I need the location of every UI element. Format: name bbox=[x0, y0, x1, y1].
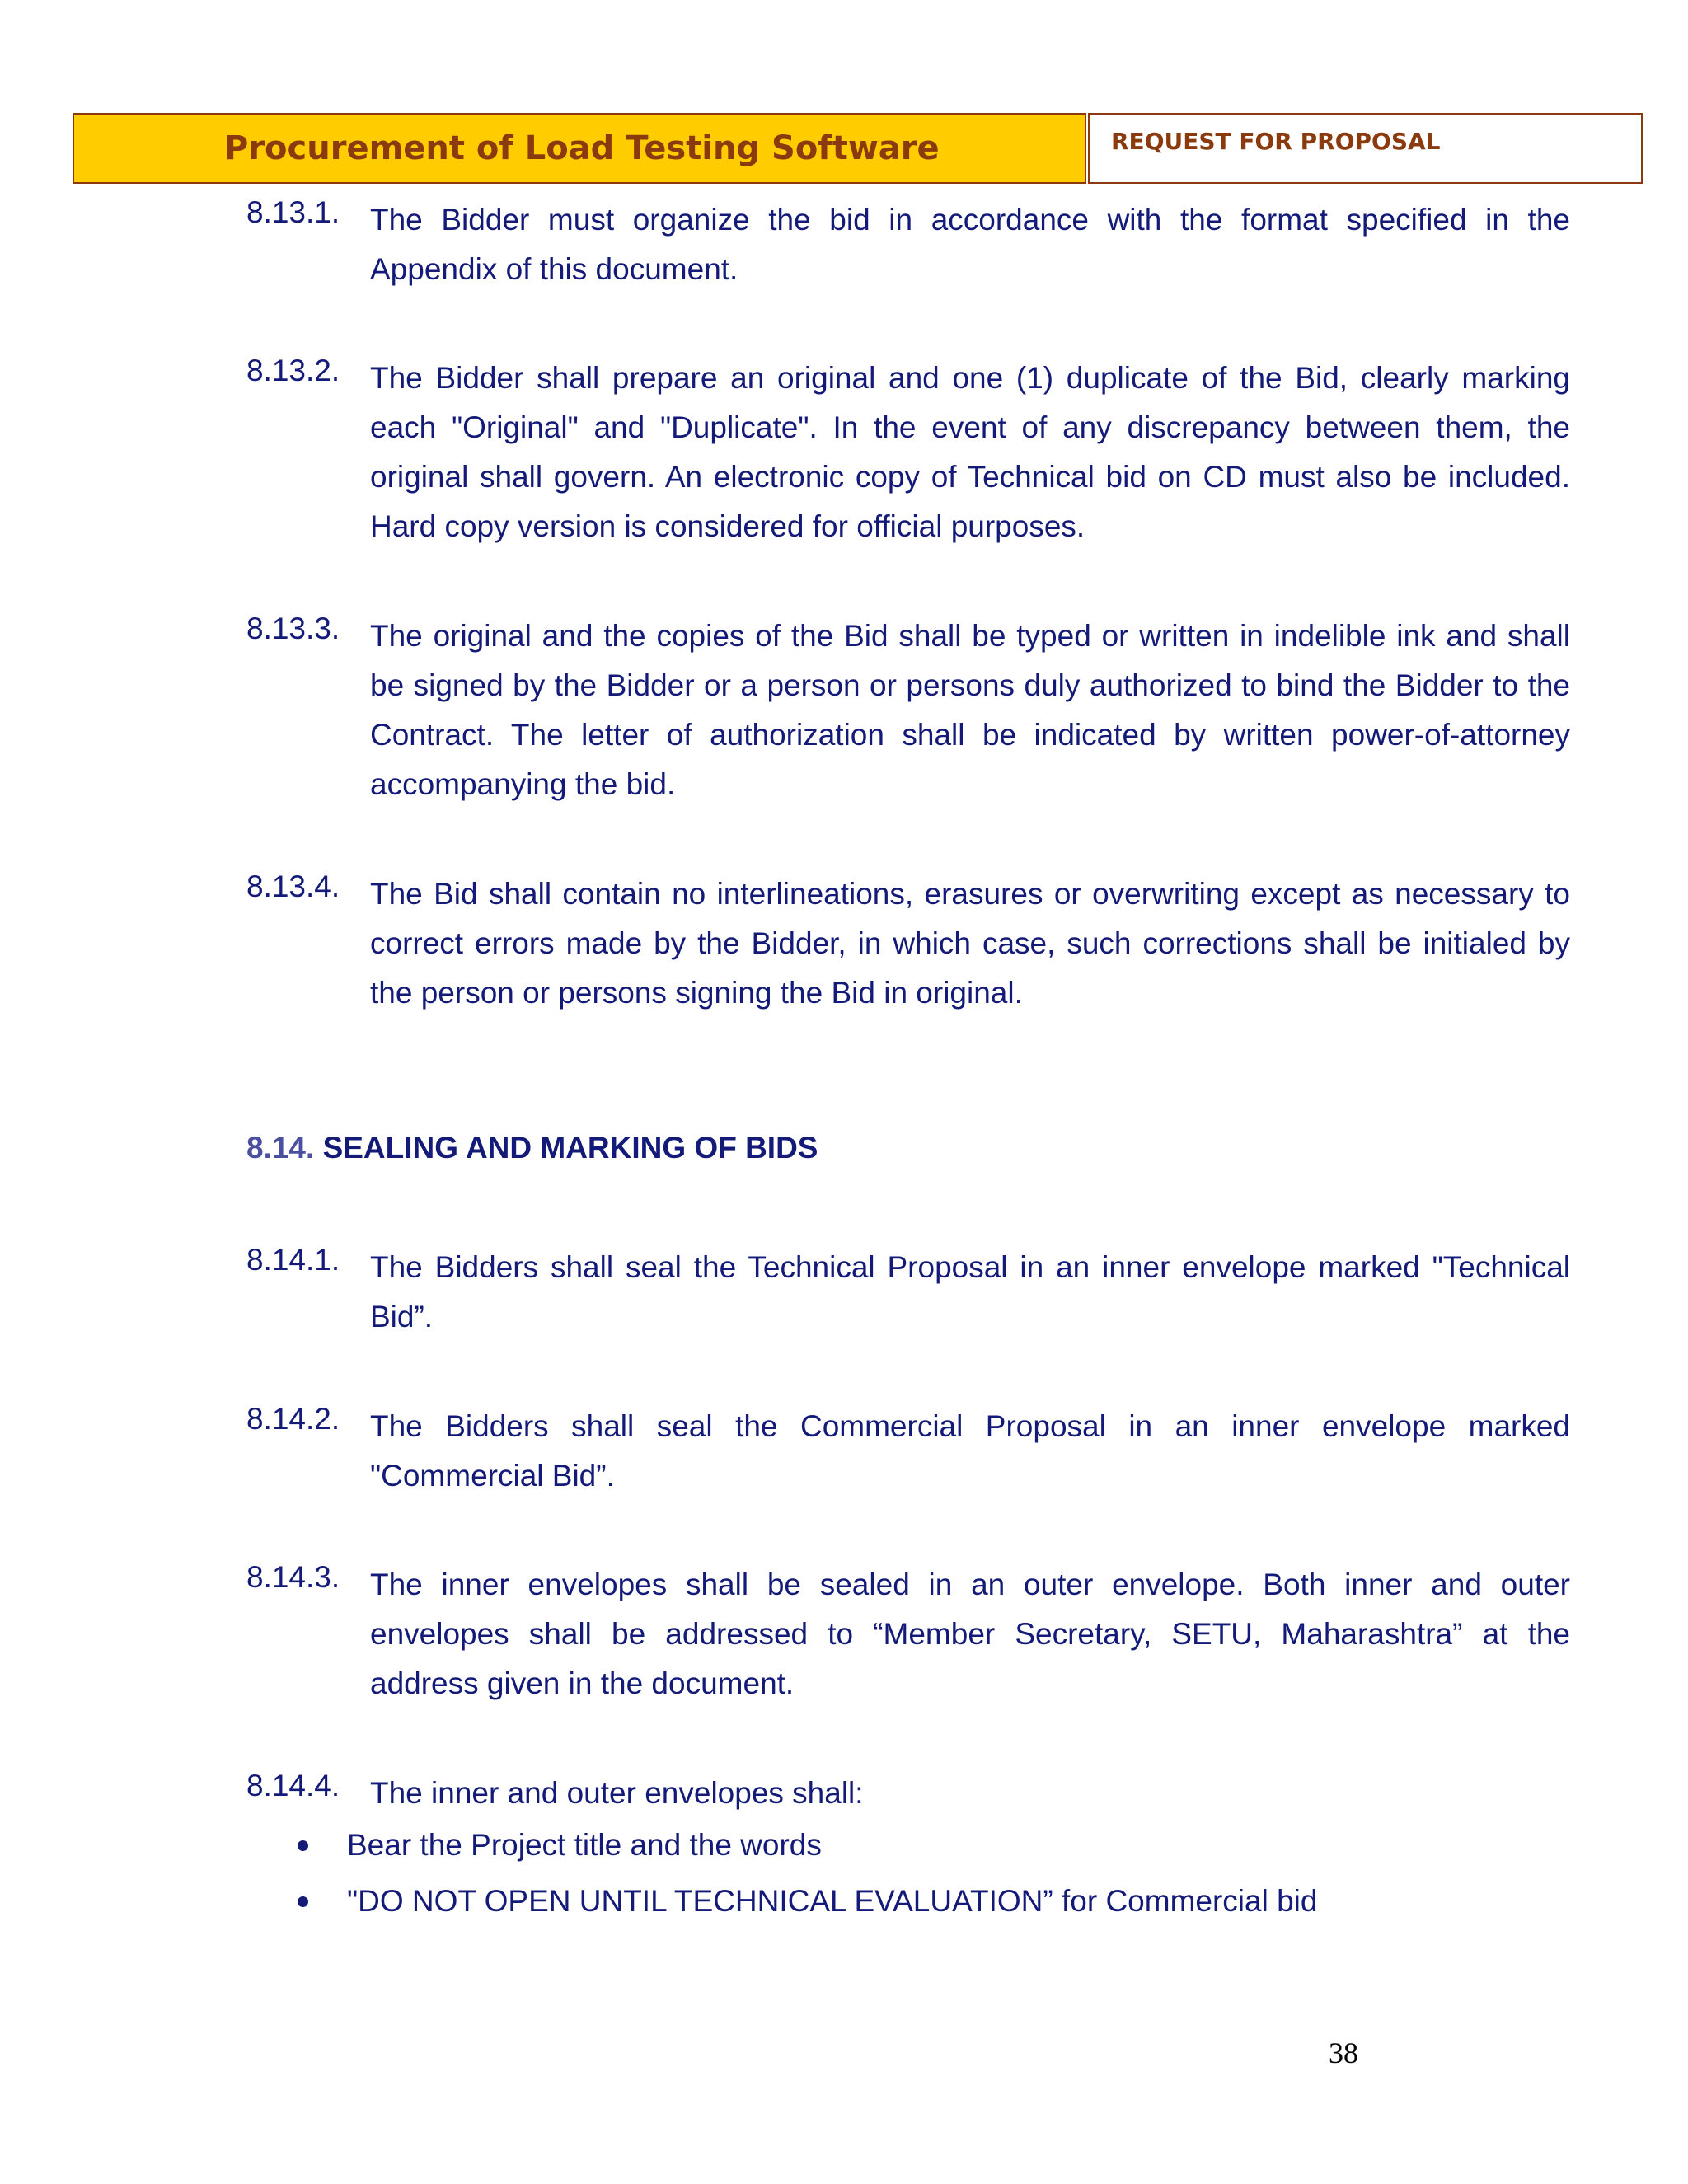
list-item bbox=[293, 1817, 1529, 1873]
clause-number: 8.13.1. bbox=[246, 195, 340, 229]
clause-text: The Bid shall contain no interlineations, erasures or overwriting except as necessary to correct errors made by the Bidder, in which case, such corrections shall be initialed by the person or persons signing the Bid in original. bbox=[370, 877, 1570, 1010]
clause-text: The Bidders shall seal the Commercial Proposal in an inner envelope marked "Commercial Bid”. bbox=[370, 1409, 1570, 1493]
clause-text: The Bidders shall seal the Technical Proposal in an inner envelope marked "Technical Bid”. bbox=[370, 1250, 1570, 1333]
list-item-text: "DO NOT OPEN UNTIL TECHNICAL EVALUATION” for Commercial bid bbox=[347, 1884, 1318, 1918]
clause-8-13-4 bbox=[246, 869, 1570, 1018]
list-item-text: Bear the Project title and the words bbox=[347, 1828, 822, 1862]
section-heading-8-14 bbox=[246, 1131, 818, 1165]
clause-number: 8.14.2. bbox=[246, 1402, 340, 1436]
clause-8-13-2 bbox=[246, 354, 1570, 551]
clause-text: The Bidder must organize the bid in accordance with the format specified in the Appendix of this document. bbox=[370, 203, 1570, 286]
clause-text: The original and the copies of the Bid shall be typed or written in indelible ink and shall be signed by the Bidder or a person or persons duly authorized to bind the Bidder to the Contract. The letter of authorization shall be indicated by written power-of-attorney accompanying the bid. bbox=[370, 619, 1570, 801]
clause-8-14-1 bbox=[246, 1243, 1570, 1342]
clause-8-14-3 bbox=[246, 1560, 1570, 1708]
header-title: Procurement of Load Testing Software bbox=[73, 113, 1086, 184]
clause-8-14-4 bbox=[246, 1769, 1570, 1818]
clause-number: 8.14.4. bbox=[246, 1769, 340, 1802]
clause-number: 8.14.1. bbox=[246, 1243, 340, 1277]
section-number: 8.14. bbox=[246, 1131, 315, 1165]
header-document-type: REQUEST FOR PROPOSAL bbox=[1088, 113, 1643, 184]
clause-8-14-2 bbox=[246, 1402, 1570, 1501]
clause-text: The Bidder shall prepare an original and one (1) duplicate of the Bid, clearly marking each "Original" and "Duplicate". In the event of any discrepancy between them, the original shall govern. An electronic copy of Technical bid on CD must also be included. Hard copy version is considered for official purposes. bbox=[370, 361, 1570, 543]
clause-number: 8.13.2. bbox=[246, 354, 340, 387]
clause-number: 8.14.3. bbox=[246, 1560, 340, 1594]
clause-8-13-1 bbox=[246, 195, 1570, 294]
clause-text: The inner envelopes shall be sealed in an outer envelope. Both inner and outer envelopes shall be addressed to “Member Secretary, SETU, Maharashtra” at the address given in the document. bbox=[370, 1568, 1570, 1700]
list-item bbox=[293, 1873, 1529, 1929]
clause-8-13-3 bbox=[246, 612, 1570, 809]
clause-number: 8.13.3. bbox=[246, 612, 340, 645]
section-title-text: SEALING AND MARKING OF BIDS bbox=[322, 1131, 818, 1165]
page-number: 38 bbox=[1329, 2036, 1358, 2069]
bullet-icon bbox=[298, 1840, 308, 1851]
clause-text: The inner and outer envelopes shall: bbox=[370, 1776, 864, 1810]
bullet-icon bbox=[298, 1896, 308, 1907]
envelope-requirements-list bbox=[293, 1817, 1529, 1929]
clause-number: 8.13.4. bbox=[246, 869, 340, 903]
